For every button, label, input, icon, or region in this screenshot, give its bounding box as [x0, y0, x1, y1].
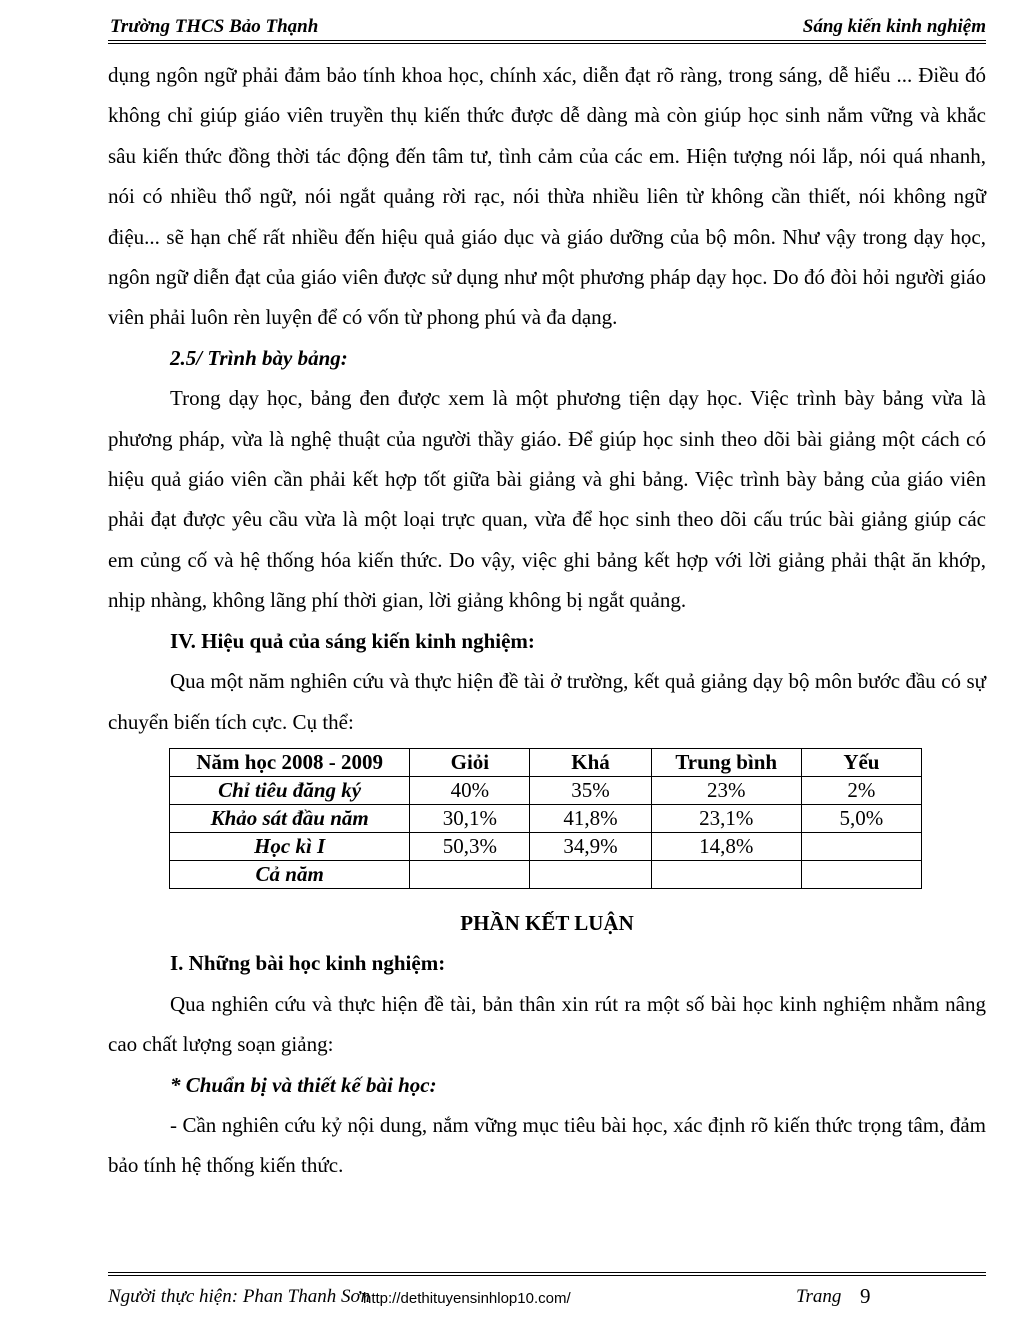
page-header [108, 14, 986, 42]
table-row [170, 776, 922, 804]
table-row-label: Khảo sát đầu năm [170, 804, 410, 832]
conclusion-title: PHẦN KẾT LUẬN [460, 910, 634, 935]
table-row-label: Cả năm [170, 860, 410, 888]
table-row [170, 804, 922, 832]
page-footer [108, 1272, 986, 1322]
table-cell [801, 832, 921, 860]
table-cell: 23% [651, 776, 801, 804]
table-cell: 41,8% [530, 804, 651, 832]
table-row [170, 860, 922, 888]
paragraph-lessons-learned: Qua nghiên cứu và thực hiện đề tài, bản thân xin rút ra một số bài học kinh nghiệm nhằm nâng cao chất lượng soạn giảng: [108, 991, 986, 1057]
table-cell [410, 860, 530, 888]
table-row [170, 832, 922, 860]
header-rule-double [108, 43, 986, 44]
heading-board-presentation: 2.5/ Trình bày bảng: [170, 345, 348, 370]
paragraph-effectiveness: Qua một năm nghiên cứu và thực hiện đề tài ở trường, kết quả giảng dạy bộ môn bước đầu có sự chuyển biến tích cực. Cụ thể: [108, 669, 986, 734]
paragraph-lesson-preparation: - Cần nghiên cứu kỷ nội dung, nắm vững mục tiêu bài học, xác định rõ kiến thức trọng tâm, đảm bảo tính hệ thống kiến thức. [108, 1112, 986, 1178]
table-cell: 34,9% [530, 832, 651, 860]
table-cell [651, 860, 801, 888]
header-rule [108, 40, 986, 41]
results-table [169, 748, 922, 889]
footer-rule-double [108, 1275, 986, 1276]
table-cell: 14,8% [651, 832, 801, 860]
table-cell [530, 860, 651, 888]
heading-effectiveness: IV. Hiệu quả của sáng kiến kinh nghiệm: [170, 628, 535, 653]
table-cell: 50,3% [410, 832, 530, 860]
table-cell: 5,0% [801, 804, 921, 832]
table-cell: 23,1% [651, 804, 801, 832]
table-header-cell: Khá [530, 748, 651, 776]
paragraph-board-presentation: Trong dạy học, bảng đen được xem là một phương tiện dạy học. Việc trình bày bảng vừa là phương pháp, vừa là nghệ thuật của người thầy giáo. Để giúp học sinh theo dõi bài giảng một cách có hiệu quả giáo viên cần phải kết hợp tốt giữa bài giảng và ghi bảng. Việc trình bày bảng của giáo viên phải đạt được yêu cầu vừa là một loại trực quan, vừa để học sinh theo dõi cấu trúc bài giảng giúp các em củng cố và hệ thống hóa kiến thức. Do vậy, việc ghi bảng kết hợp với lời giảng phải thật ăn khớp, nhịp nhàng, không lãng phí thời gian, lời giảng không bị ngắt quảng. [108, 386, 986, 613]
table-cell [801, 860, 921, 888]
footer-author: Người thực hiện: Phan Thanh Sơn [108, 1286, 371, 1307]
header-school-name: Trường THCS Bảo Thạnh [110, 16, 319, 37]
table-header-cell: Trung bình [651, 748, 801, 776]
table-row-label: Học kì I [170, 832, 410, 860]
paragraph-language-usage: dụng ngôn ngữ phải đảm bảo tính khoa học, chính xác, diễn đạt rõ ràng, trong sáng, dễ hiểu ... Điều đó không chỉ giúp giáo viên truyền thụ kiến thức được dễ dàng mà còn giúp học sinh nắm vững và khắc sâu kiến thức đồng thời tác động đến tâm tư, tình cảm của các em. Hiện tượng nói lắp, nói quá nhanh, nói có nhiều thổ ngữ, nói ngắt quảng rời rạc, nói thừa nhiều liên từ không cần thiết, nói không ngữ điệu... sẽ hạn chế rất nhiều đến hiệu quả giáo dục và giáo dưỡng của bộ môn. Như vậy trong dạy học, ngôn ngữ diễn đạt của giáo viên được sử dụng như một phương pháp dạy học. Do đó đòi hỏi người giáo viên phải luôn rèn luyện để có vốn từ phong phú và đa dạng. [108, 63, 986, 330]
footer-page-label: Trang [796, 1286, 842, 1307]
table-cell: 40% [410, 776, 530, 804]
footer-url-link[interactable]: http://dethituyensinhlop10.com/ [363, 1290, 571, 1307]
footer-rule [108, 1272, 986, 1273]
header-document-type: Sáng kiến kinh nghiệm [802, 16, 986, 37]
table-cell: 35% [530, 776, 651, 804]
heading-lesson-preparation: * Chuẩn bị và thiết kế bài học: [170, 1072, 437, 1097]
table-header-cell: Năm học 2008 - 2009 [170, 748, 410, 776]
footer-page-number: 9 [860, 1284, 871, 1308]
table-header-row [170, 748, 922, 776]
heading-lessons-learned: I. Những bài học kinh nghiệm: [170, 951, 446, 976]
table-cell: 30,1% [410, 804, 530, 832]
table-header-cell: Giỏi [410, 748, 530, 776]
page-body [108, 55, 986, 1186]
table-row-label: Chỉ tiêu đăng ký [170, 776, 410, 804]
table-cell: 2% [801, 776, 921, 804]
table-header-cell: Yếu [801, 748, 921, 776]
